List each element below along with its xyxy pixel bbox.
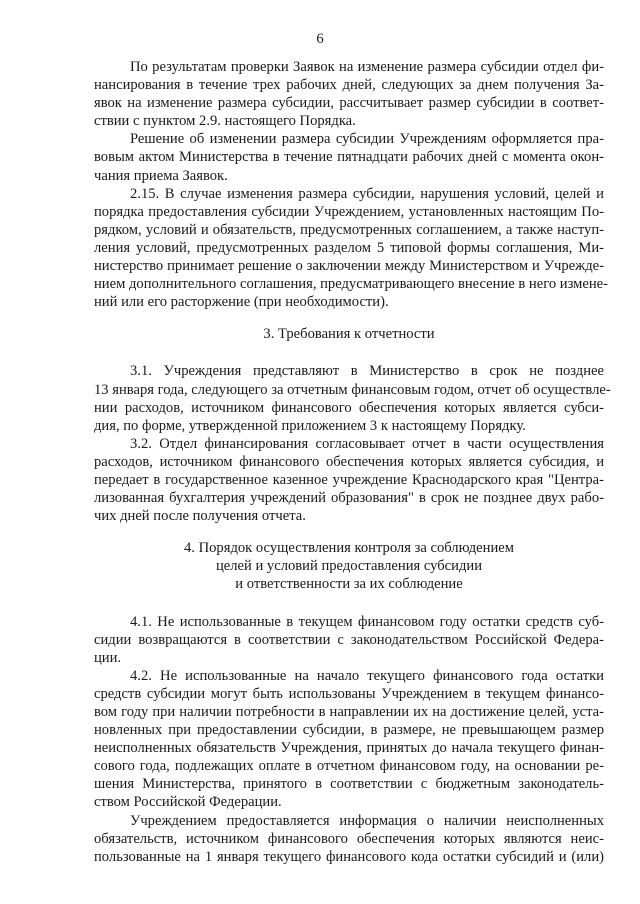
text-line: 3.1. Учреждения представляют в Министерство в срок не позднее — [130, 363, 604, 380]
text-line: вом году при наличии потребности в направлении их на достижение целей, уста- — [94, 704, 604, 720]
text-line: 4.2. Не использованные на начало текущего финансового года остатки — [130, 667, 604, 684]
text-line: 13 января года, следующего за отчетным финансовым годом, отчет об осуществле- — [94, 381, 611, 398]
text-line: ний или его расторжение (при необходимости). — [94, 294, 389, 311]
text-line: сового года, подлежащих оплате в отчетном финансовом году, на основании ре- — [94, 758, 604, 775]
paragraph — [94, 185, 609, 312]
paragraph — [94, 130, 604, 184]
text-line: обязательств, источником финансового обеспечения которых являются неис- — [94, 830, 604, 847]
text-line: ствии с пунктом 2.9. настоящего Порядка. — [94, 113, 356, 130]
text-line: явок на изменение размера субсидии, рассчитывает размер субсидии в соответ- — [94, 95, 604, 112]
text-line: чания приема Заявок. — [94, 167, 228, 184]
text-line: нии расходов, источником финансового обеспечения которых является субси- — [94, 399, 604, 416]
section-heading: 3. Требования к отчетности — [263, 326, 435, 343]
paragraph — [94, 812, 604, 866]
text-line: По результатам проверки Заявок на изменение размера субсидии отдел фи- — [130, 59, 604, 75]
paragraph — [94, 667, 604, 812]
text-line: новленных при предоставлении субсидии, в размере, не превышающем размер — [94, 722, 604, 739]
paragraph — [94, 58, 604, 130]
text-line: нистерство принимает решение о заключении между Министерством и Учрежде- — [94, 258, 604, 275]
text-line: ством Российской Федерации. — [94, 794, 282, 811]
text-line: Решение об изменении размера субсидии Учреждениям оформляется пра- — [130, 131, 604, 148]
paragraph — [94, 435, 604, 525]
document-body — [94, 58, 611, 866]
text-line: передает в государственное казенное учреждение Краснодарского края "Центра- — [94, 471, 604, 488]
text-line: рядком, условий и обязательств, предусмотренных соглашением, а также наступ- — [94, 221, 604, 238]
text-line: 4.1. Не использованные в текущем финансовом году остатки средств суб- — [130, 613, 604, 630]
text-line: пользованные на 1 января текущего финансового кода остатки субсидий и (или) — [94, 848, 604, 865]
heading-line: целей и условий предоставления субсидии — [215, 558, 483, 575]
text-line: Учреждением предоставляется информация о наличии неисполненных — [130, 812, 604, 829]
text-line: неисполненных обязательств Учреждения, принятых до начала текущего финан- — [94, 740, 604, 757]
section-heading — [94, 539, 604, 593]
text-line: шения Министерства, принятого в соответствии с бюджетным законодатель- — [94, 776, 604, 793]
page-number: 6 — [316, 31, 324, 47]
text-line: дия, по форме, утвержденной приложением 3 к настоящему Порядку. — [94, 417, 526, 434]
text-line: 3.2. Отдел финансирования согласовывает отчет в части осуществления — [130, 435, 604, 452]
text-line: чих дней после получения отчета. — [94, 508, 306, 525]
text-line: вовым актом Министерства в течение пятнадцати рабочих дней с момента окон- — [94, 149, 604, 166]
paragraph — [94, 613, 604, 667]
heading-line: и ответственности за их соблюдение — [235, 576, 463, 593]
text-line: сидии возвращаются в соответствии с законодательством Российской Федера- — [94, 631, 604, 648]
text-line: нием дополнительного соглашения, предусматривающего внесение в него измене- — [94, 276, 609, 293]
text-line: лизованная бухгалтерия учреждений образования" в срок не позднее двух рабо- — [94, 490, 604, 507]
text-line: нансирования в течение трех рабочих дней, следующих за днем получения За- — [94, 77, 604, 94]
text-line: порядка предоставления субсидии Учреждением, установленных настоящим По- — [94, 203, 604, 220]
heading-line: 4. Порядок осуществления контроля за соблюдением — [184, 540, 514, 557]
text-line: средств субсидии могут быть использованы Учреждением в текущем финансо- — [94, 685, 604, 702]
text-line: 2.15. В случае изменения размера субсидии, нарушения условий, целей и — [130, 185, 604, 202]
paragraph — [94, 362, 611, 434]
text-line: ления условий, предусмотренных разделом 5 типовой формы соглашения, Ми- — [94, 239, 604, 256]
text-line: расходов, источником финансового обеспечения которых является субсидия, и — [94, 453, 604, 470]
text-line: ции. — [94, 649, 122, 666]
